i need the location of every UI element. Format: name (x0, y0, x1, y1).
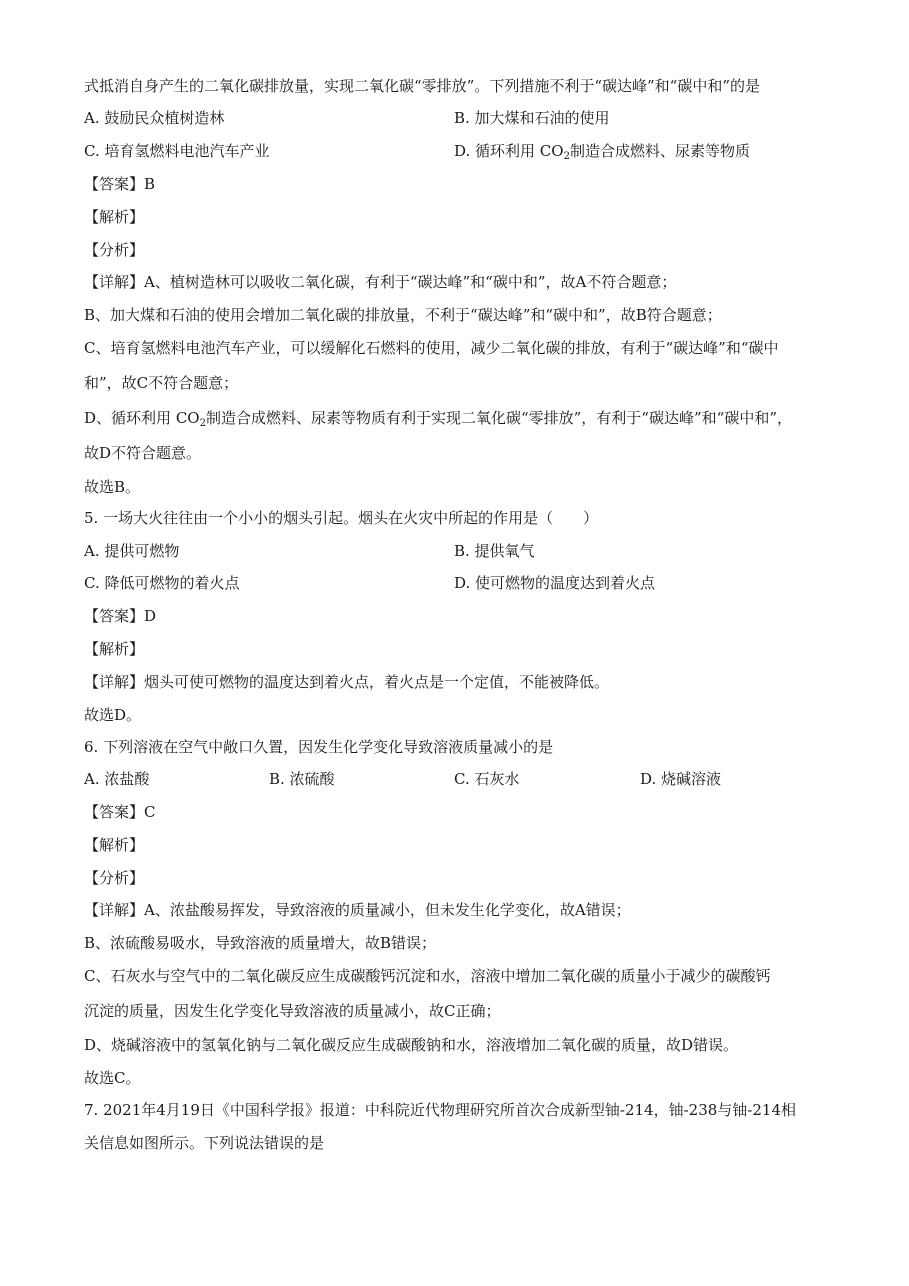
q4-detail-d-rest: 制造合成燃料、尿素等物质有利于实现二氧化碳“零排放”，有利于“碳达峰”和“碳中和”， (205, 409, 792, 427)
q4-option-d-prefix: D. 循环利用 CO (454, 142, 564, 160)
q6-detail-c-line2: 沉淀的质量，因发生化学变化导致溶液的质量减小，故C正确； (84, 1002, 501, 1020)
q5-analysis-heading: 【解析】 (84, 640, 145, 658)
q6-option-a: A. 浓盐酸 (84, 770, 150, 788)
q5-option-a: A. 提供可燃物 (84, 542, 180, 560)
question-7-stem-line1: 7. 2021年4月19日《中国科学报》报道：中科院近代物理研究所首次合成新型铀-214，铀-238与铀-214相 (84, 1101, 796, 1119)
q4-conclusion: 故选B。 (84, 478, 141, 496)
q4-option-c: C. 培育氢燃料电池汽车产业 (84, 142, 270, 160)
q4-detail-c-line1: C、培育氢燃料电池汽车产业，可以缓解化石燃料的使用，减少二氧化碳的排放，有利于“碳达峰”和“碳中 (84, 339, 779, 357)
q4-analysis-heading: 【解析】 (84, 208, 145, 226)
q6-detail-c-line1: C、石灰水与空气中的二氧化碳反应生成碳酸钙沉淀和水，溶液中增加二氧化碳的质量小于减少的碳酸钙 (84, 967, 771, 985)
question-5-stem: 5. 一场大火往往由一个小小的烟头引起。烟头在火灾中所起的作用是（ ） (84, 509, 599, 527)
question-4-stem: 式抵消自身产生的二氧化碳排放量，实现二氧化碳“零排放”。下列措施不利于“碳达峰”和“碳中和”的是 (84, 77, 761, 95)
q6-fenxi-heading: 【分析】 (84, 869, 145, 887)
co2-subscript: 2 (199, 418, 206, 429)
q4-detail-d-line1 (84, 408, 792, 428)
question-6-stem: 6. 下列溶液在空气中敞口久置，因发生化学变化导致溶液质量减小的是 (84, 738, 554, 756)
q6-detail-d: D、烧碱溶液中的氢氧化钠与二氧化碳反应生成碳酸钠和水，溶液增加二氧化碳的质量，故D错误。 (84, 1036, 739, 1054)
q6-detail-a: 【详解】A、浓盐酸易挥发，导致溶液的质量减小，但未发生化学变化，故A错误； (84, 901, 631, 919)
q4-detail-a: 【详解】A、植树造林可以吸收二氧化碳，有利于“碳达峰”和“碳中和”，故A不符合题意； (84, 273, 677, 291)
q5-conclusion: 故选D。 (84, 706, 142, 724)
q6-detail-b: B、浓硫酸易吸水，导致溶液的质量增大，故B错误； (84, 934, 437, 952)
q5-answer: 【答案】D (84, 607, 157, 625)
q4-option-d (454, 141, 750, 161)
q5-option-d: D. 使可燃物的温度达到着火点 (454, 574, 656, 592)
q4-option-a: A. 鼓励民众植树造林 (84, 109, 225, 127)
co2-formula: CO (175, 409, 200, 427)
q6-option-c: C. 石灰水 (454, 770, 520, 788)
q4-option-d-subscript: 2 (563, 151, 570, 162)
q4-detail-c-line2: 和”，故C不符合题意； (84, 374, 239, 392)
q4-detail-b: B、加大煤和石油的使用会增加二氧化碳的排放量，不利于“碳达峰”和“碳中和”，故B符合题意； (84, 306, 722, 324)
q4-detail-d-line2: 故D不符合题意。 (84, 444, 202, 462)
q5-option-b: B. 提供氧气 (454, 542, 535, 560)
q5-detail: 【详解】烟头可使可燃物的温度达到着火点，着火点是一个定值，不能被降低。 (84, 673, 610, 691)
q4-fenxi-heading: 【分析】 (84, 241, 145, 259)
q4-answer: 【答案】B (84, 175, 156, 193)
question-7-stem-line2: 关信息如图所示。下列说法错误的是 (84, 1134, 325, 1152)
q4-option-b: B. 加大煤和石油的使用 (454, 109, 610, 127)
q6-conclusion: 故选C。 (84, 1069, 141, 1087)
q5-option-c: C. 降低可燃物的着火点 (84, 574, 240, 592)
q6-option-d: D. 烧碱溶液 (640, 770, 722, 788)
q6-answer: 【答案】C (84, 803, 156, 821)
q4-detail-d-start: D、循环利用 (84, 409, 172, 427)
q6-option-b: B. 浓硫酸 (269, 770, 335, 788)
q6-analysis-heading: 【解析】 (84, 836, 145, 854)
q4-option-d-suffix: 制造合成燃料、尿素等物质 (569, 142, 750, 160)
